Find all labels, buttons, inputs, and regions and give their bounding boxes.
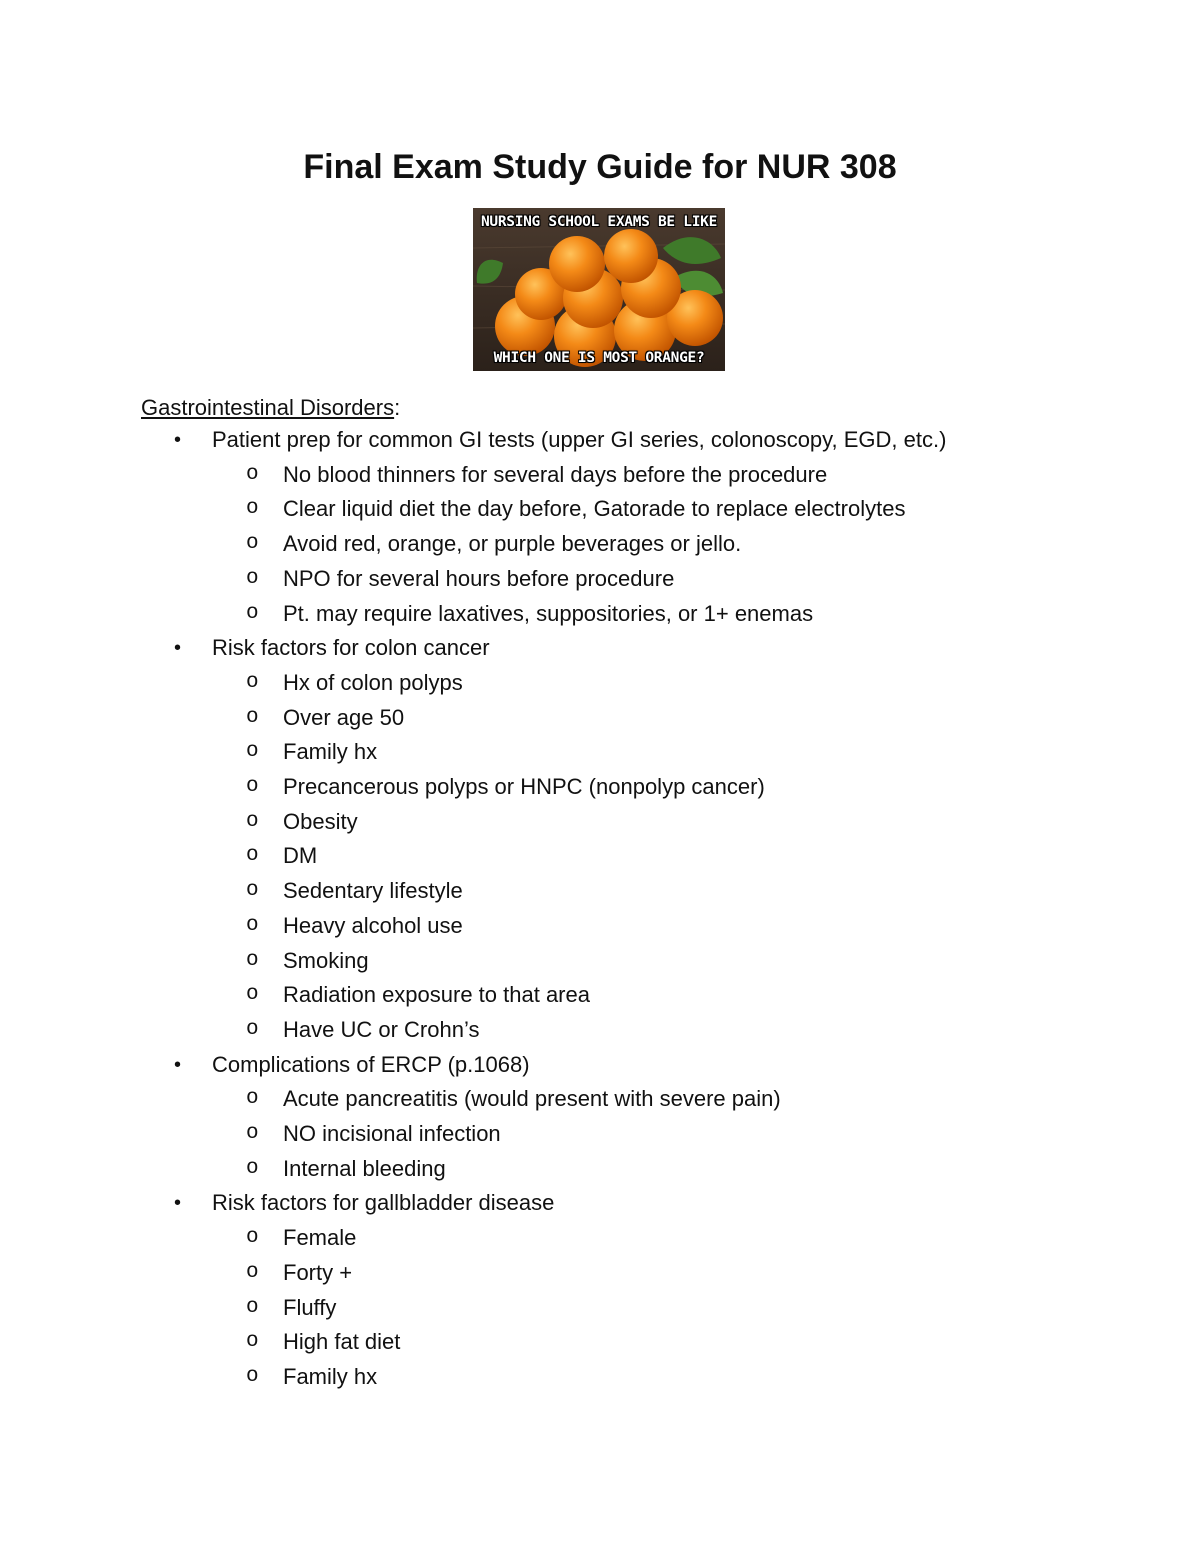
meme-bottom-caption: WHICH ONE IS MOST ORANGE? — [493, 350, 705, 366]
sub-bullet-marker: o — [246, 497, 259, 521]
item-text: Family hx — [283, 1363, 378, 1389]
sub-bullet-marker: o — [246, 913, 259, 937]
sub-bullet-item — [0, 1013, 1200, 1048]
item-text: Patient prep for common GI tests (upper GI series, colonoscopy, EGD, etc.) — [212, 427, 947, 452]
sub-bullet-marker: o — [246, 879, 259, 903]
sub-bullet-item — [0, 1256, 1200, 1291]
sub-bullet-item — [0, 735, 1200, 770]
sub-bullet-marker: o — [246, 1017, 259, 1041]
item-text: Forty + — [283, 1259, 353, 1285]
oranges-photo — [473, 208, 725, 371]
sub-bullet-marker: o — [246, 462, 259, 486]
sub-bullet-item — [0, 1221, 1200, 1256]
sub-bullet-item — [0, 839, 1200, 874]
sub-bullet-item — [0, 527, 1200, 562]
sub-bullet-marker: o — [246, 1330, 259, 1354]
item-text: Clear liquid diet the day before, Gatorade to replace electrolytes — [283, 496, 906, 522]
sub-bullet-marker: o — [246, 1122, 259, 1146]
sub-bullet-marker: o — [246, 740, 259, 764]
item-text: Pt. may require laxatives, suppositories, or 1+ enemas — [283, 600, 814, 626]
topic-bullet-item — [0, 1048, 1200, 1083]
sub-bullet-item — [0, 666, 1200, 701]
bullet-marker: • — [174, 1192, 182, 1215]
topic-bullet-item — [0, 423, 1200, 458]
sub-bullet-item — [0, 874, 1200, 909]
sub-bullet-marker: o — [246, 532, 259, 556]
sub-bullet-item — [0, 805, 1200, 840]
sub-bullet-marker: o — [246, 844, 259, 868]
sub-bullet-item — [0, 597, 1200, 632]
item-text: Avoid red, orange, or purple beverages or jello. — [283, 531, 742, 557]
item-text: Over age 50 — [283, 704, 405, 730]
sub-bullet-item — [0, 562, 1200, 597]
sub-bullet-marker: o — [246, 601, 259, 625]
item-text: Family hx — [283, 739, 378, 765]
item-text: Heavy alcohol use — [283, 912, 463, 938]
sub-bullet-item — [0, 944, 1200, 979]
bullet-marker: • — [174, 1053, 182, 1076]
item-text: No blood thinners for several days before the procedure — [283, 461, 828, 487]
bullet-marker: • — [174, 429, 182, 451]
item-text: Risk factors for colon cancer — [212, 635, 490, 661]
sub-bullet-item — [0, 1325, 1200, 1360]
sub-bullet-item — [0, 909, 1200, 944]
sub-bullet-marker: o — [246, 1364, 259, 1388]
meme-top-caption: NURSING SCHOOL EXAMS BE LIKE — [480, 214, 718, 230]
item-text: Sedentary lifestyle — [283, 878, 463, 904]
item-text: Have UC or Crohn’s — [283, 1016, 480, 1042]
topic-bullet-item — [0, 631, 1200, 666]
sub-bullet-marker: o — [246, 1260, 259, 1284]
study-outline — [0, 423, 1200, 1395]
item-text: Obesity — [283, 808, 358, 834]
sub-bullet-item — [0, 492, 1200, 527]
sub-bullet-item — [0, 1291, 1200, 1326]
sub-bullet-marker: o — [246, 670, 259, 694]
item-text: NPO for several hours before procedure — [283, 565, 675, 591]
item-text: Fluffy — [283, 1294, 337, 1320]
item-text: Acute pancreatitis (would present with severe pain) — [283, 1086, 781, 1112]
item-text: NO incisional infection — [283, 1121, 501, 1147]
section-heading — [141, 394, 400, 422]
item-text: High fat diet — [283, 1329, 401, 1355]
sub-bullet-marker: o — [246, 948, 259, 972]
section-heading-text: Gastrointestinal Disorders — [141, 395, 395, 420]
sub-bullet-item — [0, 458, 1200, 493]
item-text: Risk factors for gallbladder disease — [212, 1190, 555, 1216]
page-title: Final Exam Study Guide for NUR 308 — [303, 148, 897, 186]
sub-bullet-item — [0, 1082, 1200, 1117]
item-text: Smoking — [283, 947, 369, 973]
item-text: Radiation exposure to that area — [283, 982, 590, 1008]
sub-bullet-item — [0, 770, 1200, 805]
sub-bullet-item — [0, 701, 1200, 736]
sub-bullet-marker: o — [246, 775, 259, 799]
sub-bullet-marker: o — [246, 983, 259, 1007]
item-text: Precancerous polyps or HNPC (nonpolyp cancer) — [283, 774, 765, 800]
sub-bullet-marker: o — [246, 1087, 259, 1111]
sub-bullet-item — [0, 978, 1200, 1013]
sub-bullet-item — [0, 1152, 1200, 1187]
sub-bullet-marker: o — [246, 705, 259, 729]
item-text: DM — [283, 843, 318, 869]
topic-bullet-item — [0, 1186, 1200, 1221]
sub-bullet-item — [0, 1117, 1200, 1152]
item-text: Female — [283, 1225, 357, 1251]
section-heading-colon: : — [394, 395, 401, 420]
sub-bullet-marker: o — [246, 809, 259, 833]
sub-bullet-marker: o — [246, 566, 259, 590]
sub-bullet-item — [0, 1360, 1200, 1395]
bullet-marker: • — [174, 637, 182, 660]
item-text: Complications of ERCP (p.1068) — [212, 1051, 530, 1077]
item-text: Internal bleeding — [283, 1155, 446, 1181]
item-text: Hx of colon polyps — [283, 669, 463, 695]
meme-image — [473, 208, 725, 371]
sub-bullet-marker: o — [246, 1156, 259, 1180]
sub-bullet-marker: o — [246, 1295, 259, 1319]
sub-bullet-marker: o — [246, 1226, 259, 1250]
